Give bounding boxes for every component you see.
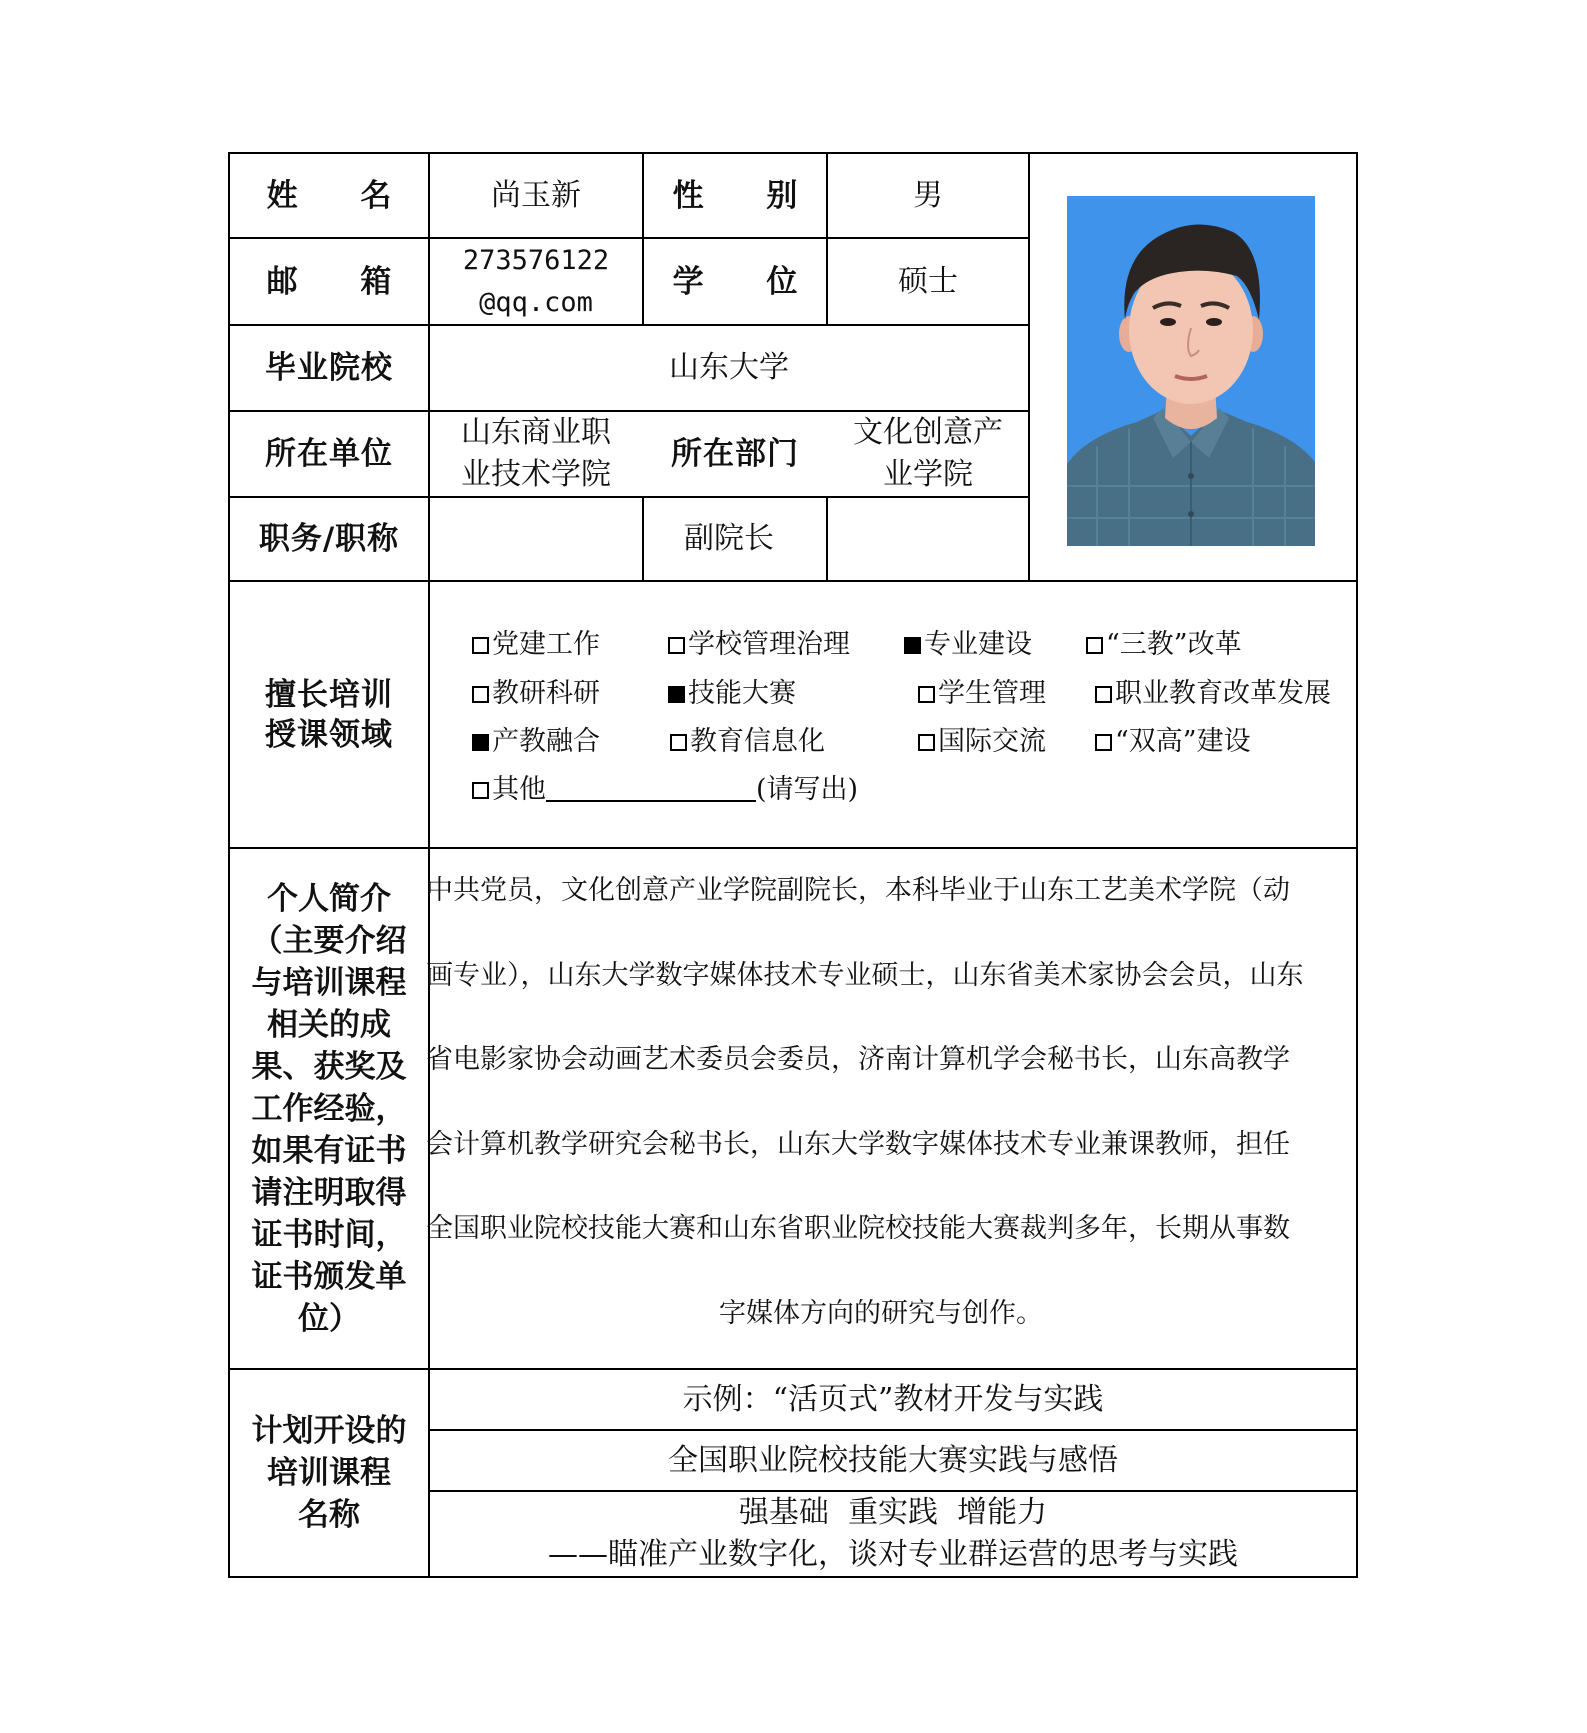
name-label-text: 姓 名 bbox=[266, 177, 418, 214]
unit-line-2: 业技术学院 bbox=[461, 457, 611, 492]
portrait-illustration bbox=[1067, 196, 1315, 546]
fields-label-line-1: 擅长培训 bbox=[265, 676, 393, 713]
profile-photo bbox=[1067, 196, 1315, 546]
option-label: 国际交流 bbox=[938, 726, 1046, 757]
option-education-informatization[interactable] bbox=[670, 724, 825, 760]
option-label: 教研科研 bbox=[492, 678, 600, 709]
email-label-text: 邮 箱 bbox=[266, 263, 418, 300]
option-student-management[interactable] bbox=[918, 676, 1046, 712]
course-1: 示例：“活页式”教材开发与实践 bbox=[682, 1381, 1104, 1417]
checkbox-icon bbox=[1095, 686, 1112, 703]
email-line-1: 273576122 bbox=[462, 244, 610, 276]
degree-value: 硕士 bbox=[898, 263, 958, 299]
option-label: 专业建设 bbox=[924, 629, 1032, 660]
courses-label-line: 培训课程 bbox=[267, 1455, 391, 1491]
intro-label-line: 相关的成 bbox=[267, 1006, 391, 1043]
bio-line: 画专业），山东大学数字媒体技术专业硕士，山东省美术家协会会员，山东 bbox=[426, 959, 1304, 991]
title-value: 副院长 bbox=[684, 521, 774, 556]
school-value: 山东大学 bbox=[669, 350, 789, 385]
checkbox-icon bbox=[670, 734, 687, 751]
courses-label bbox=[230, 1370, 428, 1576]
name-label bbox=[230, 154, 428, 237]
checked-box-icon bbox=[668, 686, 685, 703]
degree-label bbox=[644, 239, 826, 324]
courses-label-line: 名称 bbox=[298, 1497, 360, 1533]
course-3-line-1: 强基础 重实践 增能力 bbox=[738, 1495, 1048, 1530]
intro-label-line: 证书时间， bbox=[251, 1216, 407, 1253]
gender-label-text: 性 别 bbox=[672, 177, 824, 214]
unit-value bbox=[430, 412, 642, 496]
intro-label-line: 位） bbox=[298, 1300, 360, 1337]
option-label: 其他 bbox=[492, 774, 546, 805]
option-three-teaching-reform[interactable] bbox=[1086, 627, 1242, 663]
rule bbox=[1028, 152, 1030, 582]
option-other[interactable] bbox=[472, 772, 858, 808]
option-teaching-research[interactable] bbox=[472, 676, 600, 712]
checked-box-icon bbox=[472, 734, 489, 751]
intro-label-line: 工作经验， bbox=[251, 1090, 407, 1127]
option-label: 学生管理 bbox=[938, 678, 1046, 709]
option-skills-competition[interactable] bbox=[668, 676, 796, 712]
option-label: 技能大赛 bbox=[688, 678, 796, 709]
checkbox-icon bbox=[472, 782, 489, 799]
fields-label-line-2: 授课领域 bbox=[265, 716, 393, 753]
checkbox-icon bbox=[918, 734, 935, 751]
bio-line: 全国职业院校技能大赛和山东省职业院校技能大赛裁判多年，长期从事数 bbox=[426, 1213, 1290, 1244]
bio-line: 会计算机教学研究会秘书长，山东大学数字媒体技术专业兼课教师，担任 bbox=[426, 1128, 1290, 1160]
bio-line: 中共党员，文化创意产业学院副院长，本科毕业于山东工艺美术学院（动 bbox=[426, 875, 1290, 906]
course-3-line-2: ——瞄准产业数字化，谈对专业群运营的思考与实践 bbox=[548, 1537, 1238, 1572]
option-double-high[interactable] bbox=[1095, 724, 1251, 760]
option-label: “三教”改革 bbox=[1106, 629, 1242, 660]
intro-label-line: 与培训课程 bbox=[251, 964, 407, 1001]
option-major-construction[interactable] bbox=[904, 627, 1032, 663]
intro-label-line: 个人简介 bbox=[267, 880, 391, 917]
rule bbox=[1356, 152, 1358, 1578]
profile-form bbox=[228, 152, 1358, 1578]
department-line-2: 业学院 bbox=[883, 457, 973, 492]
option-party-building[interactable] bbox=[472, 627, 600, 663]
email-line-2: @qq.com bbox=[479, 286, 593, 318]
email-value bbox=[430, 239, 642, 324]
checkbox-icon bbox=[472, 637, 489, 654]
course-3 bbox=[430, 1492, 1356, 1576]
option-international-exchange[interactable] bbox=[918, 724, 1046, 760]
unit-line-1: 山东商业职 bbox=[461, 415, 611, 450]
department-line-1: 文化创意产 bbox=[853, 415, 1003, 450]
checkbox-icon bbox=[668, 637, 685, 654]
title-label: 职务/职称 bbox=[258, 521, 400, 557]
intro-label-line: 证书颁发单 bbox=[251, 1258, 407, 1295]
courses-label-line: 计划开设的 bbox=[251, 1413, 407, 1449]
checkbox-icon bbox=[1095, 734, 1112, 751]
option-label: 党建工作 bbox=[492, 629, 600, 660]
bio-line: 省电影家协会动画艺术委员会委员，济南计算机学会秘书长，山东高教学 bbox=[426, 1044, 1290, 1075]
option-label: 学校管理治理 bbox=[688, 629, 850, 660]
name-value: 尚玉新 bbox=[491, 177, 581, 213]
gender-label bbox=[644, 154, 826, 237]
option-vocational-reform[interactable] bbox=[1095, 676, 1331, 712]
option-label: “双高”建设 bbox=[1115, 726, 1251, 757]
bio-text bbox=[426, 849, 1336, 1356]
rule bbox=[228, 1576, 1358, 1578]
department-label: 所在部门 bbox=[671, 436, 799, 472]
fields-label bbox=[230, 582, 428, 847]
course-2: 全国职业院校技能大赛实践与感悟 bbox=[668, 1442, 1118, 1478]
unit-label: 所在单位 bbox=[265, 436, 393, 472]
checkbox-icon bbox=[918, 686, 935, 703]
option-school-governance[interactable] bbox=[668, 627, 850, 663]
email-label bbox=[230, 239, 428, 324]
degree-label-text: 学 位 bbox=[672, 263, 824, 300]
intro-label-line: （主要介绍 bbox=[251, 922, 407, 959]
option-label: 职业教育改革发展 bbox=[1115, 678, 1331, 709]
school-label: 毕业院校 bbox=[265, 350, 393, 386]
other-blank-field[interactable] bbox=[546, 774, 756, 802]
intro-label bbox=[230, 849, 428, 1368]
intro-label-line: 请注明取得 bbox=[251, 1174, 407, 1211]
intro-label-line: 果、获奖及 bbox=[251, 1048, 407, 1085]
intro-label-line: 如果有证书 bbox=[251, 1132, 407, 1169]
checkbox-icon bbox=[472, 686, 489, 703]
checkbox-icon bbox=[1086, 637, 1103, 654]
option-industry-education[interactable] bbox=[472, 724, 600, 760]
option-label: 教育信息化 bbox=[690, 726, 825, 757]
bio-line: 字媒体方向的研究与创作。 bbox=[719, 1297, 1043, 1329]
other-suffix: (请写出) bbox=[756, 774, 859, 805]
department-value bbox=[828, 412, 1028, 496]
gender-value: 男 bbox=[913, 177, 943, 213]
option-label: 产教融合 bbox=[492, 726, 600, 757]
checked-box-icon bbox=[904, 637, 921, 654]
